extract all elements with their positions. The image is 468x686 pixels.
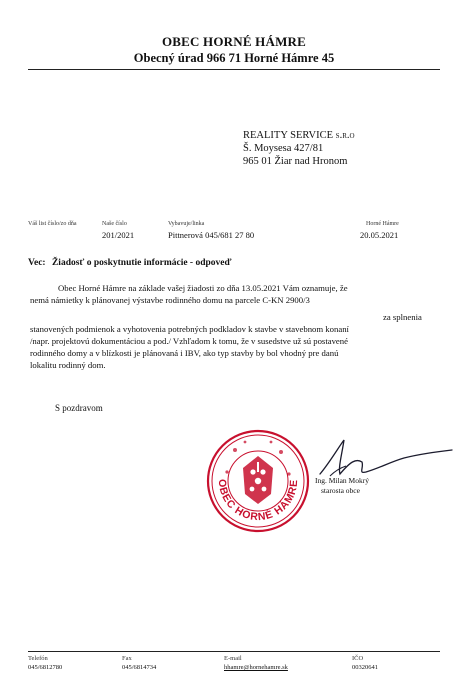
footer-fax-label: Fax <box>122 655 132 662</box>
ref-handled-by-label: Vybavuje/linka <box>168 221 205 227</box>
body-line: nemá námietky k plánovanej výstavbe rodinného domu na parcele C-KN 2900/3 <box>30 295 310 305</box>
subject-label: Vec: <box>28 258 46 268</box>
body-paragraph-1 <box>30 282 440 306</box>
body-line: /napr. projektovú dokumentáciou a pod./ Vzhľadom k tomu, že v susedstve už sú postavené <box>30 336 348 346</box>
body-line: Obec Horné Hámre na základe vašej žiadosti zo dňa 13.05.2021 Vám oznamuje, že <box>58 283 348 293</box>
body-line: rodinného domy a v blízkosti je plánovaná i IBV, ako typ stavby by bol vhodný pre danú <box>30 348 339 358</box>
footer-phone-label: Telefón <box>28 655 48 662</box>
handwritten-signature <box>300 432 460 512</box>
recipient-city: 965 01 Žiar nad Hronom <box>243 156 348 167</box>
municipal-stamp <box>205 428 311 534</box>
subject-text: Žiadosť o poskytnutie informácie - odpoveď <box>51 258 232 268</box>
ref-our-number-label: Naše číslo <box>102 221 127 227</box>
recipient-street: Š. Moysesa 427/81 <box>243 143 324 154</box>
signer-name: Ing. Milan Mokrý <box>315 476 369 485</box>
footer-email-label: E-mail <box>224 655 242 662</box>
body-line: stanovených podmienok a vyhotovenia potrebných podkladov k stavbe v stavebnom konaní <box>30 324 349 334</box>
ref-our-number-value: 201/2021 <box>102 230 135 240</box>
footer-phone-value: 045/6812780 <box>28 664 63 671</box>
greeting: S pozdravom <box>55 403 103 413</box>
footer-email-link[interactable]: hhamre@hornehamre.sk <box>224 664 288 671</box>
footer-ico-value: 00320641 <box>352 664 378 671</box>
subject-line <box>28 258 231 268</box>
body-line: za splnenia <box>383 312 422 322</box>
header-divider <box>28 69 440 70</box>
ref-place-label: Horné Hámre <box>366 221 399 227</box>
body-line: lokalitu rodinný dom. <box>30 360 106 370</box>
body-paragraph-2 <box>30 323 440 371</box>
stamp-text: OBEC HORNÉ HÁMRE <box>215 478 301 524</box>
ref-your-letter-label: Váš list číslo/zo dňa <box>28 221 77 227</box>
recipient-name: REALITY SERVICE s.r.o <box>243 130 355 141</box>
footer-fax-value: 045/6814734 <box>122 664 157 671</box>
signer-role: starosta obce <box>321 486 360 495</box>
office-address: Obecný úrad 966 71 Horné Hámre 45 <box>133 51 335 65</box>
footer-divider <box>28 651 440 652</box>
ref-date-value: 20.05.2021 <box>360 230 399 240</box>
signer-block <box>315 476 369 496</box>
municipality-title: OBEC HORNÉ HÁMRE <box>161 34 307 49</box>
ref-handled-by-value: Pittnerová 045/681 27 80 <box>168 230 255 240</box>
footer-ico-label: IČO <box>352 655 364 662</box>
